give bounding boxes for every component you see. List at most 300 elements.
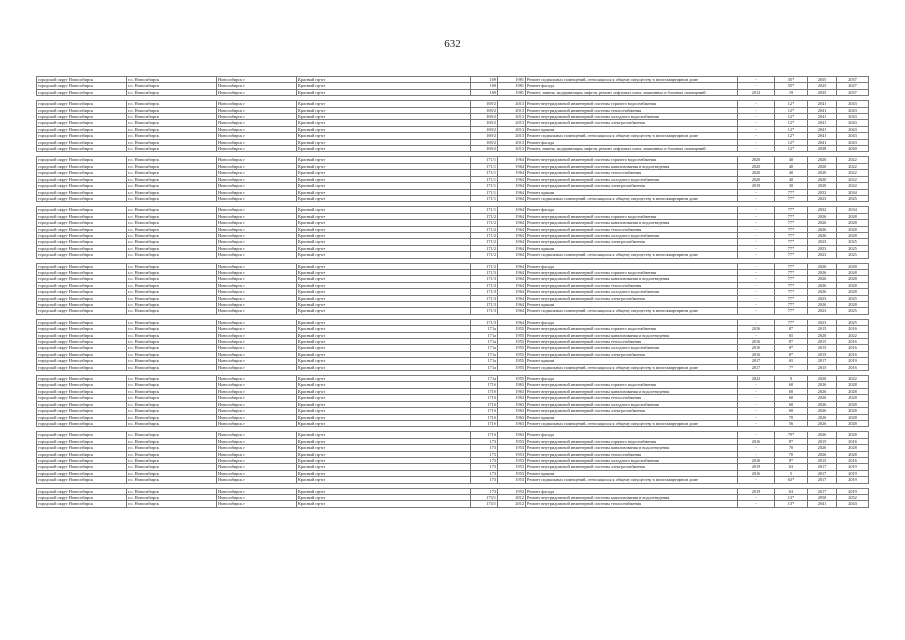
settlement-type-cell: г.о. Новосибирск (127, 308, 217, 314)
period-end-cell: 2025 (837, 195, 869, 201)
period-start-cell: 2041 (808, 107, 837, 113)
period-end-cell: 2028 (837, 408, 869, 414)
municipality-cell: городской округ Новосибирск (37, 470, 127, 476)
period-end-cell: 2043 (837, 120, 869, 126)
last-overhaul-cell: 2017 (738, 364, 775, 370)
street-cell: Красный пр-кт (297, 302, 471, 308)
year-built-cell: 1953 (498, 445, 526, 451)
period-start-cell: 2023 (808, 239, 837, 245)
street-cell: Красный пр-кт (297, 252, 471, 258)
year-built-cell: 1963 (498, 414, 526, 420)
year-built-cell: 1964 (498, 163, 526, 169)
planned-years-cell: 77* (775, 295, 808, 301)
settlement-type-cell: г.о. Новосибирск (127, 470, 217, 476)
settlement-cell: Новосибирск г (217, 133, 297, 139)
street-cell: Красный пр-кт (297, 101, 471, 107)
planned-years-cell: 8* (775, 351, 808, 357)
period-start-cell: 2020 (808, 163, 837, 169)
settlement-type-cell: г.о. Новосибирск (127, 245, 217, 251)
municipality-cell: городской округ Новосибирск (37, 183, 127, 189)
last-overhaul-cell: 2016 (738, 339, 775, 345)
period-end-cell: 2028 (837, 282, 869, 288)
planned-years-cell: 77* (775, 245, 808, 251)
period-start-cell: 2015 (808, 438, 837, 444)
period-start-cell: 2041 (808, 501, 837, 507)
last-overhaul-cell: - (738, 213, 775, 219)
last-overhaul-cell: 2019 (738, 488, 775, 494)
municipality-cell: городской округ Новосибирск (37, 302, 127, 308)
year-built-cell: 1955 (498, 339, 526, 345)
work-type-cell: Ремонт крыши (526, 126, 738, 132)
work-type-cell: Ремонт внутридомовой инженерной системы теплоснабжения (526, 451, 738, 457)
year-built-cell: 1963 (498, 408, 526, 414)
municipality-cell: городской округ Новосибирск (37, 146, 127, 152)
year-built-cell: 2013 (498, 101, 526, 107)
municipality-cell: городской округ Новосибирск (37, 445, 127, 451)
period-start-cell: 2026 (808, 220, 837, 226)
work-type-cell: Ремонт внутридомовой инженерной системы холодного водоснабжения (526, 176, 738, 182)
settlement-type-cell: г.о. Новосибирск (127, 107, 217, 113)
period-start-cell: 2026 (808, 451, 837, 457)
year-built-cell: 1964 (498, 232, 526, 238)
street-cell: Красный пр-кт (297, 289, 471, 295)
year-built-cell: 1953 (498, 457, 526, 463)
period-start-cell: 2026 (808, 420, 837, 426)
house-cell: 171/3 (471, 269, 498, 275)
municipality-cell: городской округ Новосибирск (37, 189, 127, 195)
street-cell: Красный пр-кт (297, 395, 471, 401)
period-end-cell: 2028 (837, 232, 869, 238)
settlement-cell: Новосибирск г (217, 289, 297, 295)
street-cell: Красный пр-кт (297, 245, 471, 251)
municipality-cell: городской округ Новосибирск (37, 282, 127, 288)
settlement-cell: Новосибирск г (217, 213, 297, 219)
work-type-cell: Ремонт подвальных помещений, относящихся к общему имуществу в многоквартирном доме (526, 364, 738, 370)
work-type-cell: Ремонт внутридомовой инженерной системы канализования и водоотведения (526, 163, 738, 169)
work-type-cell: Ремонт подвальных помещений, относящихся к общему имуществу в многоквартирном доме (526, 195, 738, 201)
street-cell: Красный пр-кт (297, 269, 471, 275)
planned-years-cell: 65 (775, 332, 808, 338)
period-start-cell: 2041 (808, 133, 837, 139)
house-cell: 173 (471, 451, 498, 457)
planned-years-cell: 77* (775, 239, 808, 245)
period-end-cell: 2025 (837, 252, 869, 258)
municipality-cell: городской округ Новосибирск (37, 252, 127, 258)
planned-years-cell: 19 (775, 89, 808, 95)
work-type-cell: Ремонт, замена, модернизация лифтов, ремонт лифтовых шахт, машинных и блочных помещений (526, 146, 738, 152)
settlement-type-cell: г.о. Новосибирск (127, 146, 217, 152)
house-cell: 169 (471, 77, 498, 83)
year-built-cell: 1964 (498, 302, 526, 308)
period-end-cell: 2028 (837, 388, 869, 394)
planned-years-cell: 12* (775, 120, 808, 126)
municipality-cell: городской округ Новосибирск (37, 401, 127, 407)
period-end-cell: 2019 (837, 470, 869, 476)
work-type-cell: Ремонт крыши (526, 470, 738, 476)
period-start-cell: 2032 (808, 207, 837, 213)
settlement-cell: Новосибирск г (217, 252, 297, 258)
year-built-cell: 1955 (498, 358, 526, 364)
planned-years-cell: 60 (775, 382, 808, 388)
street-cell: Красный пр-кт (297, 382, 471, 388)
settlement-cell: Новосибирск г (217, 364, 297, 370)
period-start-cell: 2017 (808, 358, 837, 364)
year-built-cell: 1953 (498, 477, 526, 483)
period-start-cell: 2026 (808, 432, 837, 438)
period-end-cell: 2043 (837, 501, 869, 507)
municipality-cell: городской округ Новосибирск (37, 276, 127, 282)
year-built-cell: 2013 (498, 120, 526, 126)
settlement-cell: Новосибирск г (217, 89, 297, 95)
planned-years-cell: 8* (775, 326, 808, 332)
last-overhaul-cell: - (738, 195, 775, 201)
settlement-cell: Новосибирск г (217, 451, 297, 457)
municipality-cell: городской округ Новосибирск (37, 263, 127, 269)
period-end-cell: 2037 (837, 77, 869, 83)
settlement-type-cell: г.о. Новосибирск (127, 420, 217, 426)
year-built-cell: 1964 (498, 252, 526, 258)
settlement-type-cell: г.о. Новосибирск (127, 114, 217, 120)
street-cell: Красный пр-кт (297, 464, 471, 470)
settlement-cell: Новосибирск г (217, 77, 297, 83)
settlement-type-cell: г.о. Новосибирск (127, 358, 217, 364)
settlement-cell: Новосибирск г (217, 401, 297, 407)
planned-years-cell: 63 (775, 464, 808, 470)
settlement-cell: Новосибирск г (217, 282, 297, 288)
work-type-cell: Ремонт подвальных помещений, относящихся к общему имуществу в многоквартирном доме (526, 308, 738, 314)
house-cell: 171/3 (471, 319, 498, 325)
period-start-cell: 2026 (808, 388, 837, 394)
table-body (37, 77, 869, 508)
municipality-cell: городской округ Новосибирск (37, 388, 127, 394)
settlement-cell: Новосибирск г (217, 432, 297, 438)
work-type-cell: Ремонт подвальных помещений, относящихся к общему имуществу в многоквартирном доме (526, 252, 738, 258)
last-overhaul-cell: - (738, 252, 775, 258)
street-cell: Красный пр-кт (297, 488, 471, 494)
house-cell: 171/3 (471, 302, 498, 308)
period-start-cell: 2041 (808, 101, 837, 107)
planned-years-cell: 77* (775, 220, 808, 226)
year-built-cell: 1964 (498, 189, 526, 195)
period-start-cell: 2023 (808, 308, 837, 314)
work-type-cell: Ремонт фасада (526, 139, 738, 145)
municipality-cell: городской округ Новосибирск (37, 245, 127, 251)
house-cell: 171/2 (471, 263, 498, 269)
year-built-cell: 1964 (498, 282, 526, 288)
house-cell: 171/2 (471, 252, 498, 258)
settlement-cell: Новосибирск г (217, 308, 297, 314)
period-end-cell: 2016 (837, 345, 869, 351)
planned-years-cell: 63 (775, 488, 808, 494)
last-overhaul-cell: - (738, 395, 775, 401)
planned-years-cell: 77* (775, 282, 808, 288)
settlement-cell: Новосибирск г (217, 445, 297, 451)
last-overhaul-cell: 2020 (738, 170, 775, 176)
street-cell: Красный пр-кт (297, 420, 471, 426)
period-end-cell: 2028 (837, 269, 869, 275)
last-overhaul-cell: 2020 (738, 157, 775, 163)
street-cell: Красный пр-кт (297, 263, 471, 269)
house-cell: 171/2 (471, 232, 498, 238)
street-cell: Красный пр-кт (297, 232, 471, 238)
last-overhaul-cell: 2020 (738, 176, 775, 182)
period-start-cell: 2026 (808, 226, 837, 232)
period-start-cell: 2026 (808, 408, 837, 414)
street-cell: Красный пр-кт (297, 213, 471, 219)
settlement-cell: Новосибирск г (217, 146, 297, 152)
last-overhaul-cell: - (738, 239, 775, 245)
work-type-cell: Ремонт фасада (526, 376, 738, 382)
table-row (37, 501, 869, 507)
work-type-cell: Ремонт фасада (526, 83, 738, 89)
year-built-cell: 2013 (498, 126, 526, 132)
work-type-cell: Ремонт внутридомовой инженерной системы электроснабжения (526, 120, 738, 126)
settlement-cell: Новосибирск г (217, 494, 297, 500)
year-built-cell: 1964 (498, 157, 526, 163)
last-overhaul-cell: 2012 (738, 89, 775, 95)
year-built-cell: 1964 (498, 207, 526, 213)
work-type-cell: Ремонт фасада (526, 263, 738, 269)
work-type-cell: Ремонт внутридомовой инженерной системы канализования и водоотведения (526, 494, 738, 500)
municipality-cell: городской округ Новосибирск (37, 195, 127, 201)
settlement-type-cell: г.о. Новосибирск (127, 414, 217, 420)
planned-years-cell: 8* (775, 438, 808, 444)
street-cell: Красный пр-кт (297, 226, 471, 232)
planned-years-cell: 56 (775, 420, 808, 426)
year-built-cell: 1964 (498, 213, 526, 219)
planned-years-cell: 30 (775, 183, 808, 189)
settlement-cell: Новосибирск г (217, 263, 297, 269)
settlement-type-cell: г.о. Новосибирск (127, 139, 217, 145)
planned-years-cell: 8* (775, 339, 808, 345)
year-built-cell: 1964 (498, 245, 526, 251)
municipality-cell: городской округ Новосибирск (37, 364, 127, 370)
period-end-cell: 2052 (837, 494, 869, 500)
street-cell: Красный пр-кт (297, 470, 471, 476)
period-end-cell: 2016 (837, 326, 869, 332)
work-type-cell: Ремонт внутридомовой инженерной системы теплоснабжения (526, 282, 738, 288)
period-end-cell: 2043 (837, 107, 869, 113)
planned-years-cell: 8* (775, 457, 808, 463)
planned-years-cell: 79* (775, 432, 808, 438)
work-type-cell: Ремонт внутридомовой инженерной системы холодного водоснабжения (526, 345, 738, 351)
municipality-cell: городской округ Новосибирск (37, 176, 127, 182)
house-cell: 171б (471, 408, 498, 414)
period-start-cell: 2026 (808, 263, 837, 269)
house-cell: 169 (471, 89, 498, 95)
period-start-cell: 2017 (808, 470, 837, 476)
last-overhaul-cell: - (738, 220, 775, 226)
last-overhaul-cell: - (738, 101, 775, 107)
period-start-cell: 2017 (808, 488, 837, 494)
settlement-type-cell: г.о. Новосибирск (127, 488, 217, 494)
work-type-cell: Ремонт внутридомовой инженерной системы горячего водоснабжения (526, 438, 738, 444)
planned-years-cell: 40 (775, 163, 808, 169)
last-overhaul-cell: - (738, 289, 775, 295)
house-cell: 171а (471, 364, 498, 370)
settlement-type-cell: г.о. Новосибирск (127, 101, 217, 107)
year-built-cell: 1953 (498, 488, 526, 494)
period-end-cell: 2019 (837, 358, 869, 364)
year-built-cell: 1963 (498, 382, 526, 388)
last-overhaul-cell: - (738, 282, 775, 288)
period-end-cell: 2022 (837, 157, 869, 163)
year-built-cell: 1964 (498, 195, 526, 201)
planned-years-cell: 12* (775, 114, 808, 120)
house-cell: 173/1 (471, 494, 498, 500)
street-cell: Красный пр-кт (297, 339, 471, 345)
planned-years-cell: 77* (775, 226, 808, 232)
period-end-cell: 2022 (837, 163, 869, 169)
house-cell: 171/2 (471, 213, 498, 219)
settlement-cell: Новосибирск г (217, 139, 297, 145)
settlement-cell: Новосибирск г (217, 351, 297, 357)
work-type-cell: Ремонт внутридомовой инженерной системы канализования и водоотведения (526, 332, 738, 338)
period-start-cell: 2023 (808, 245, 837, 251)
street-cell: Красный пр-кт (297, 276, 471, 282)
settlement-cell: Новосибирск г (217, 170, 297, 176)
period-start-cell: 2020 (808, 157, 837, 163)
settlement-cell: Новосибирск г (217, 464, 297, 470)
settlement-cell: Новосибирск г (217, 114, 297, 120)
last-overhaul-cell: - (738, 263, 775, 269)
year-built-cell: 1964 (498, 289, 526, 295)
settlement-type-cell: г.о. Новосибирск (127, 226, 217, 232)
last-overhaul-cell: - (738, 269, 775, 275)
settlement-type-cell: г.о. Новосибирск (127, 401, 217, 407)
period-end-cell: 2043 (837, 114, 869, 120)
street-cell: Красный пр-кт (297, 170, 471, 176)
house-cell: 171/1 (471, 176, 498, 182)
settlement-cell: Новосибирск г (217, 176, 297, 182)
period-end-cell: 2028 (837, 420, 869, 426)
settlement-cell: Новосибирск г (217, 382, 297, 388)
settlement-type-cell: г.о. Новосибирск (127, 189, 217, 195)
house-cell: 169/2 (471, 120, 498, 126)
planned-years-cell: 35* (775, 77, 808, 83)
year-built-cell: 1964 (498, 263, 526, 269)
settlement-cell: Новосибирск г (217, 226, 297, 232)
house-cell: 171а (471, 351, 498, 357)
planned-years-cell: 70 (775, 451, 808, 457)
settlement-type-cell: г.о. Новосибирск (127, 345, 217, 351)
street-cell: Красный пр-кт (297, 195, 471, 201)
year-built-cell: 1964 (498, 176, 526, 182)
settlement-cell: Новосибирск г (217, 420, 297, 426)
street-cell: Красный пр-кт (297, 414, 471, 420)
period-end-cell: 2040 (837, 146, 869, 152)
last-overhaul-cell: - (738, 501, 775, 507)
street-cell: Красный пр-кт (297, 133, 471, 139)
planned-years-cell: 70 (775, 445, 808, 451)
period-start-cell: 2026 (808, 414, 837, 420)
last-overhaul-cell: 2019 (738, 464, 775, 470)
last-overhaul-cell: - (738, 332, 775, 338)
planned-years-cell: 12* (775, 139, 808, 145)
period-end-cell: 2019 (837, 488, 869, 494)
year-built-cell: 1964 (498, 170, 526, 176)
settlement-type-cell: г.о. Новосибирск (127, 302, 217, 308)
last-overhaul-cell: - (738, 401, 775, 407)
period-end-cell: 2016 (837, 364, 869, 370)
municipality-cell: городской округ Новосибирск (37, 326, 127, 332)
house-cell: 169/2 (471, 139, 498, 145)
period-start-cell: 2026 (808, 401, 837, 407)
last-overhaul-cell: 2016 (738, 438, 775, 444)
house-cell: 171б (471, 395, 498, 401)
settlement-type-cell: г.о. Новосибирск (127, 319, 217, 325)
last-overhaul-cell: - (738, 276, 775, 282)
house-cell: 173 (471, 488, 498, 494)
house-cell: 171/1 (471, 207, 498, 213)
last-overhaul-cell: - (738, 77, 775, 83)
period-end-cell: 2028 (837, 432, 869, 438)
settlement-type-cell: г.о. Новосибирск (127, 445, 217, 451)
period-end-cell: 2028 (837, 401, 869, 407)
settlement-type-cell: г.о. Новосибирск (127, 494, 217, 500)
settlement-cell: Новосибирск г (217, 477, 297, 483)
house-cell: 169/2 (471, 101, 498, 107)
settlement-type-cell: г.о. Новосибирск (127, 239, 217, 245)
work-type-cell: Ремонт внутридомовой инженерной системы холодного водоснабжения (526, 457, 738, 463)
planned-years-cell: 77* (775, 195, 808, 201)
settlement-cell: Новосибирск г (217, 183, 297, 189)
work-type-cell: Ремонт внутридомовой инженерной системы холодного водоснабжения (526, 289, 738, 295)
period-start-cell: 2020 (808, 170, 837, 176)
settlement-cell: Новосибирск г (217, 295, 297, 301)
settlement-cell: Новосибирск г (217, 414, 297, 420)
period-start-cell: 2026 (808, 213, 837, 219)
house-cell: 171а (471, 376, 498, 382)
house-cell: 171б (471, 401, 498, 407)
street-cell: Красный пр-кт (297, 332, 471, 338)
year-built-cell: 1963 (498, 395, 526, 401)
house-cell: 169/2 (471, 133, 498, 139)
work-type-cell: Ремонт подвальных помещений, относящихся к общему имуществу в многоквартирном доме (526, 477, 738, 483)
street-cell: Красный пр-кт (297, 176, 471, 182)
street-cell: Красный пр-кт (297, 376, 471, 382)
municipality-cell: городской округ Новосибирск (37, 464, 127, 470)
settlement-cell: Новосибирск г (217, 269, 297, 275)
house-cell: 171/1 (471, 195, 498, 201)
settlement-cell: Новосибирск г (217, 376, 297, 382)
planned-years-cell: 12* (775, 146, 808, 152)
last-overhaul-cell: - (738, 445, 775, 451)
street-cell: Красный пр-кт (297, 107, 471, 113)
period-start-cell: 2035 (808, 77, 837, 83)
municipality-cell: городской округ Новосибирск (37, 488, 127, 494)
last-overhaul-cell: - (738, 207, 775, 213)
page-number: 632 (444, 38, 461, 50)
house-cell: 169/2 (471, 146, 498, 152)
settlement-cell: Новосибирск г (217, 157, 297, 163)
period-start-cell: 2041 (808, 120, 837, 126)
last-overhaul-cell: 2016 (738, 457, 775, 463)
house-cell: 171/1 (471, 189, 498, 195)
year-built-cell: 1981 (498, 89, 526, 95)
year-built-cell: 2013 (498, 107, 526, 113)
period-end-cell: 2019 (837, 477, 869, 483)
work-type-cell: Ремонт фасада (526, 319, 738, 325)
house-cell: 171/3 (471, 276, 498, 282)
last-overhaul-cell: - (738, 432, 775, 438)
settlement-cell: Новосибирск г (217, 195, 297, 201)
planned-years-cell: 60 (775, 408, 808, 414)
municipality-cell: городской округ Новосибирск (37, 432, 127, 438)
planned-years-cell: 12* (775, 107, 808, 113)
period-end-cell: 2043 (837, 126, 869, 132)
municipality-cell: городской округ Новосибирск (37, 501, 127, 507)
